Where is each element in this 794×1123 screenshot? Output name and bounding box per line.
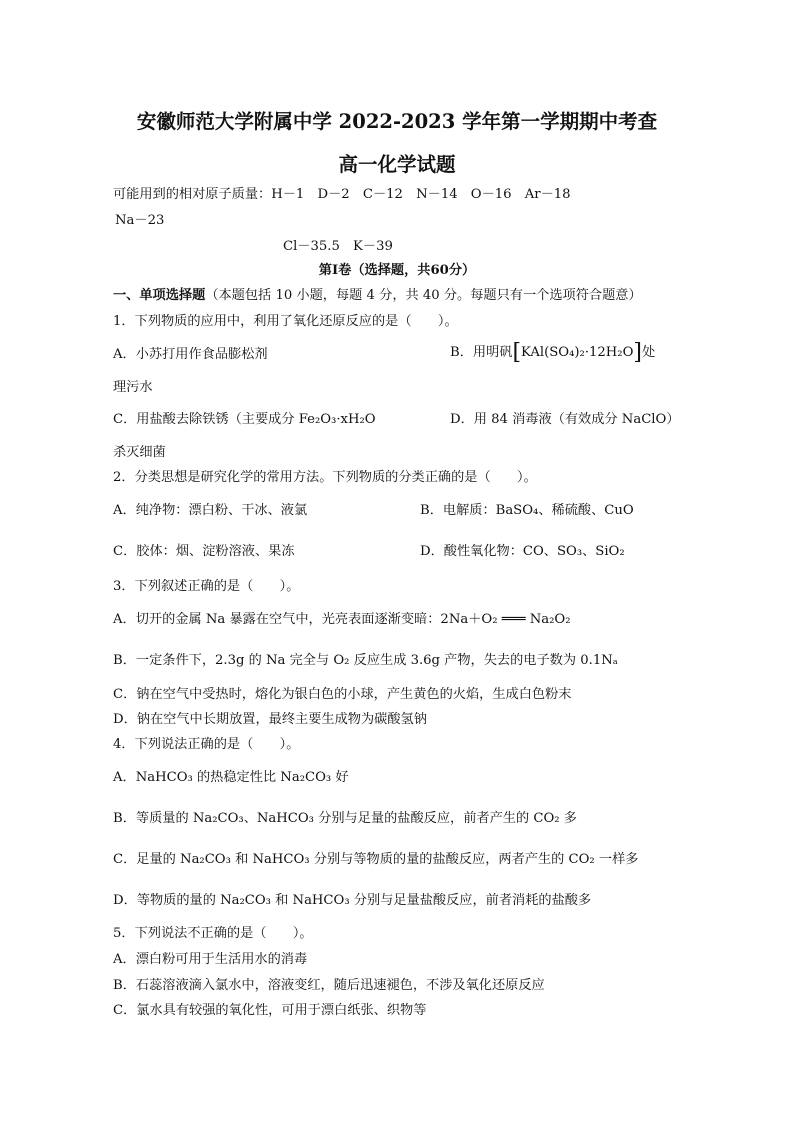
q2-option-c: C．胶体：烟、淀粉溶液、果冻 xyxy=(113,544,295,559)
section-heading: 第Ⅰ卷（选择题，共60分） xyxy=(318,263,476,278)
exam-title: 安徽师范大学附属中学 2022-2023 学年第一学期期中考查 xyxy=(136,110,658,133)
q2-option-b: B．电解质：BaSO₄、稀硫酸、CuO xyxy=(420,503,634,518)
part-heading: 一、单项选择题 xyxy=(113,288,206,303)
q1-option-b-continued: 理污水 xyxy=(113,380,153,395)
q2-option-a: A．纯净物：漂白粉、干冰、液氯 xyxy=(113,503,308,518)
alum-formula: KAl(SO₄)₂·12H₂O xyxy=(521,345,634,360)
q5-stem: 5．下列说法不正确的是（ ）。 xyxy=(113,926,313,941)
q3-option-d: D．钠在空气中长期放置，最终主要生成物为碳酸氢钠 xyxy=(113,712,427,727)
q1-option-b: B．用明矾[KAl(SO₄)₂·12H₂O]处 xyxy=(450,340,656,365)
part-description: （本题包括 10 小题，每题 4 分，共 40 分。每题只有一个选项符合题意） xyxy=(205,288,642,303)
q1-stem: 1．下列物质的应用中，利用了氧化还原反应的是（ ）。 xyxy=(113,314,458,329)
q4-stem: 4．下列说法正确的是（ ）。 xyxy=(113,737,300,752)
q3-option-b: B．一定条件下，2.3g 的 Na 完全与 O₂ 反应生成 3.6g 产物，失去的电子数为 0.1Nₐ xyxy=(113,653,618,668)
q3-option-a: A．切开的金属 Na 暴露在空气中，光亮表面逐渐变暗：2Na＋O₂ ═══ Na₂O₂ xyxy=(113,612,571,627)
q3-option-c: C．钠在空气中受热时，熔化为银白色的小球，产生黄色的火焰，生成白色粉末 xyxy=(113,687,572,702)
atomic-masses-line-1: 可能用到的相对原子质量：H－1 D－2 C－12 N－14 O－16 Ar－18 xyxy=(113,187,571,202)
atomic-masses-line-3: Cl－35.5 K－39 xyxy=(283,239,393,254)
q5-option-c: C．氯水具有较强的氧化性，可用于漂白纸张、织物等 xyxy=(113,1003,427,1018)
q4-option-c: C．足量的 Na₂CO₃ 和 NaHCO₃ 分别与等物质的量的盐酸反应，两者产生的 CO₂ 一样多 xyxy=(113,852,639,867)
q1-option-a: A．小苏打用作食品膨松剂 xyxy=(113,347,268,362)
q4-option-d: D．等物质的量的 Na₂CO₃ 和 NaHCO₃ 分别与足量盐酸反应，前者消耗的盐酸多 xyxy=(113,893,592,908)
q1-option-c: C．用盐酸去除铁锈（主要成分 Fe₂O₃·xH₂O xyxy=(113,412,376,427)
exam-subtitle: 高一化学试题 xyxy=(338,153,456,176)
q4-option-a: A．NaHCO₃ 的热稳定性比 Na₂CO₃ 好 xyxy=(113,770,349,785)
q5-option-a: A．漂白粉可用于生活用水的消毒 xyxy=(113,952,308,967)
q4-option-b: B．等质量的 Na₂CO₃、NaHCO₃ 分别与足量的盐酸反应，前者产生的 CO₂ 多 xyxy=(113,811,577,826)
q1-option-d-continued: 杀灭细菌 xyxy=(113,445,166,460)
atomic-masses-line-2: Na－23 xyxy=(115,213,165,228)
q2-stem: 2．分类思想是研究化学的常用方法。下列物质的分类正确的是（ ）。 xyxy=(113,470,537,485)
q1-option-d: D．用 84 消毒液（有效成分 NaClO） xyxy=(450,412,680,427)
q5-option-b: B．石蕊溶液滴入氯水中，溶液变红，随后迅速褪色，不涉及氧化还原反应 xyxy=(113,978,545,993)
q2-option-d: D．酸性氧化物：CO、SO₃、SiO₂ xyxy=(420,544,625,559)
part-instructions xyxy=(113,284,642,303)
q3-stem: 3．下列叙述正确的是（ ）。 xyxy=(113,579,300,594)
